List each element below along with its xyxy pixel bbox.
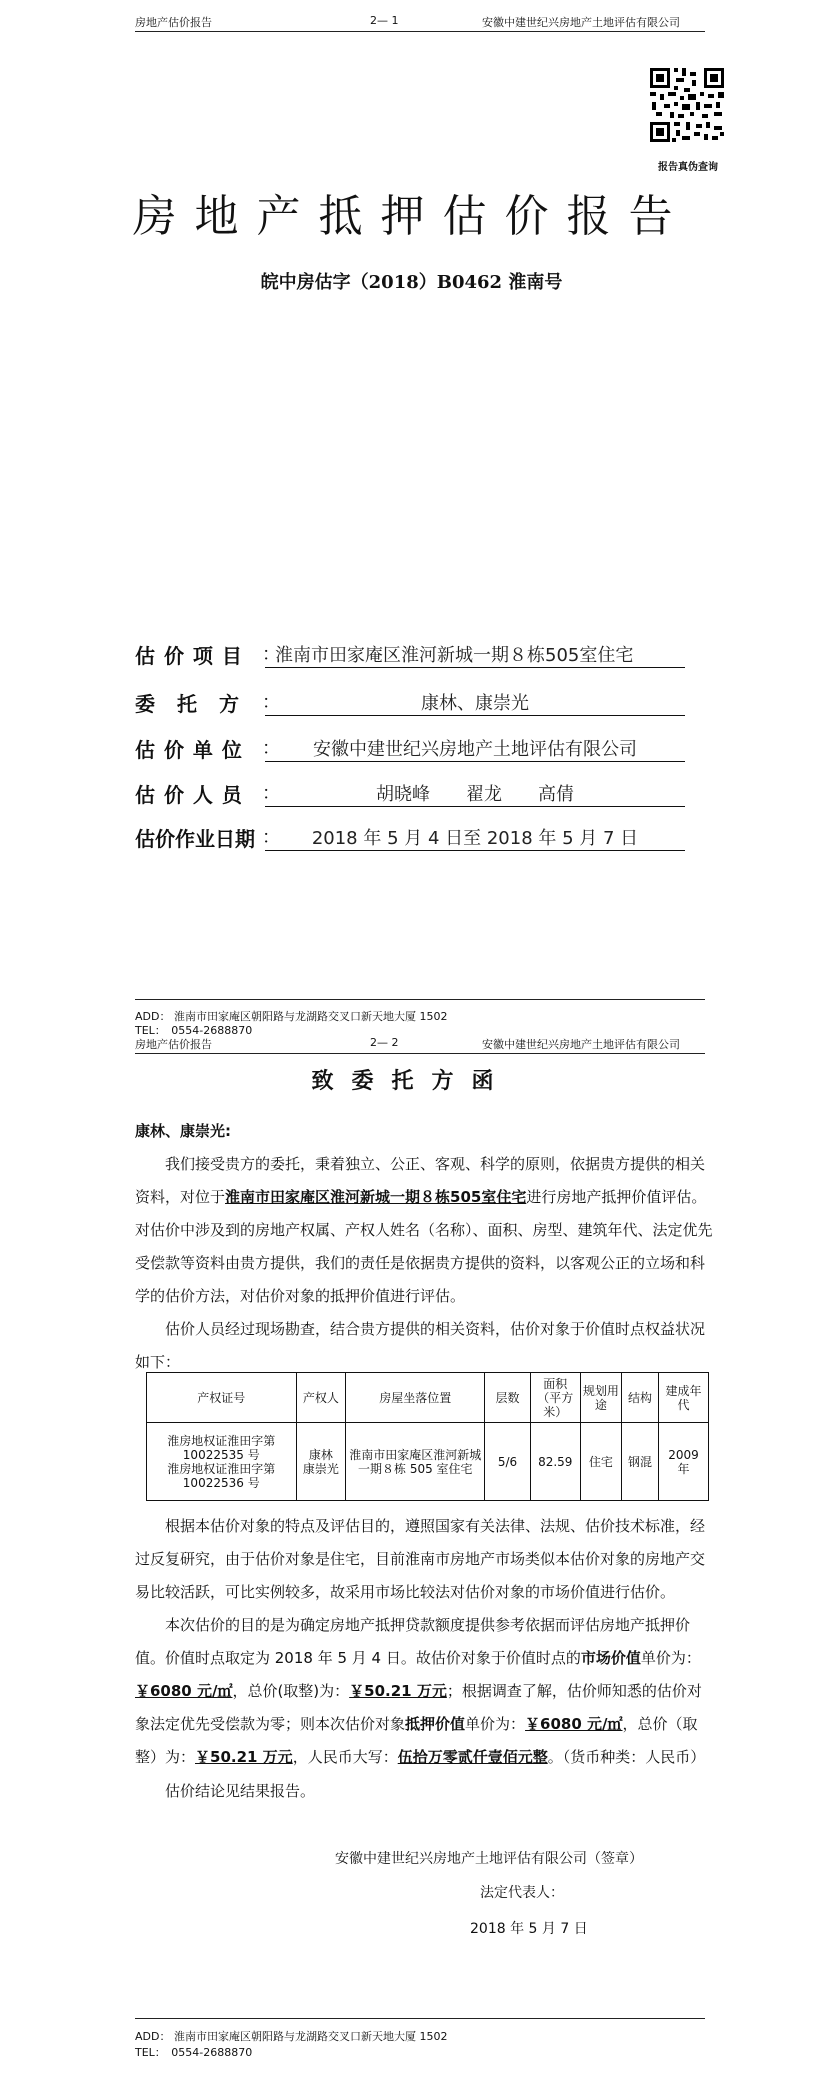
field-label-firm: 估 价 单 位 — [135, 738, 243, 762]
footer-rule — [135, 2018, 705, 2019]
page-header-right: 安徽中建世纪兴房地产土地评估有限公司 — [482, 1038, 680, 1051]
field-value-project: 淮南市田家庵区淮河新城一期８栋505室住宅 — [275, 645, 634, 666]
field-sep: ： — [262, 827, 280, 848]
field-sep: ： — [262, 692, 280, 713]
field-underline — [265, 806, 685, 807]
page-header-center: 2— 1 — [370, 14, 399, 27]
field-sep: ： — [262, 644, 280, 665]
page-header-center: 2— 2 — [370, 1036, 399, 1049]
paragraph-conclusion: 估价结论见结果报告。 — [165, 1782, 316, 1800]
field-value-firm: 安徽中建世纪兴房地产土地评估有限公司 — [313, 739, 637, 760]
cell-floor: 5/6 — [485, 1423, 531, 1501]
header-rule — [135, 1053, 705, 1054]
cell-location: 淮南市田家庵区淮河新城一期８栋 505 室住宅 — [346, 1423, 485, 1501]
salutation: 康林、康崇光: — [135, 1122, 231, 1140]
cell-structure: 钢混 — [622, 1423, 659, 1501]
cell-area: 82.59 — [530, 1423, 580, 1501]
page-header-left: 房地产估价报告 — [135, 16, 212, 29]
table-row — [147, 1423, 709, 1501]
paragraph-intro: 我们接受贵方的委托，秉着独立、公正、客观、科学的原则，依据贵方提供的相关资料，对位于淮南市田家庵区淮河新城一期８栋505室住宅进行房地产抵押价值评估。对估价中涉及到的房地产权属、产权人姓名（名称）、面积、房型、建筑年代、法定优先受偿款等资料由贵方提供，我们的责任是依据贵方提供的资料，以客观公正的立场和科学的估价方法，对估价对象的抵押价值进行评估。 — [135, 1155, 713, 1305]
field-value-appraisers: 胡晓峰 翟龙 高倩 — [376, 784, 574, 805]
paragraph-value: 本次估价的目的是为确定房地产抵押贷款额度提供参考依据而评估房地产抵押价值。价值时点取定为 2018 年 5 月 4 日。故估价对象于价值时点的市场价值单价为：￥6080 元/㎡，总价(取整)为：￥50.21 万元；根据调查了解，估价师知悉的估价对象法定优先受偿款为零；则本次估价对象抵押价值单价为：￥6080 元/㎡，总价（取整）为：￥50.21 万元，人民币大写：伍拾万零贰仟壹佰元整。（货币种类：人民币） — [135, 1616, 706, 1766]
field-sep: ： — [262, 783, 280, 804]
report-title: 房地产抵押估价报告 — [132, 191, 691, 242]
field-underline — [265, 667, 685, 668]
qr-code — [648, 66, 726, 144]
paragraph-rights: 估价人员经过现场勘查，结合贵方提供的相关资料，估价对象于价值时点权益状况如下： — [135, 1320, 706, 1371]
footer-phone: TEL： 0554-2688870 — [135, 1024, 253, 1037]
cell-year: 2009 年 — [659, 1423, 709, 1501]
cell-cert — [147, 1423, 297, 1501]
field-value-client: 康林、康崇光 — [421, 693, 529, 714]
field-underline — [265, 761, 685, 762]
cert-number: 淮房地权证淮田字第10022536 号 — [167, 1461, 276, 1490]
signature-representative: 法定代表人： — [480, 1885, 564, 1901]
signature-date: 2018 年 5 月 7 日 — [470, 1921, 588, 1937]
col-header-floor: 层数 — [485, 1373, 531, 1423]
paragraph-method: 根据本估价对象的特点及评估目的，遵照国家有关法律、法规、估价技术标准，经过反复研究，由于估价对象是住宅，目前淮南市房地产市场类似本估价对象的房地产交易比较活跃，可比实例较多，故采用市场比较法对估价对象的市场价值进行估价。 — [135, 1517, 706, 1601]
footer-phone: TEL： 0554-2688870 — [135, 2046, 253, 2059]
letter-title: 致委托方函 — [311, 1068, 512, 1094]
page-header-right: 安徽中建世纪兴房地产土地评估有限公司 — [482, 16, 680, 29]
field-label-client: 委 托 方 — [135, 692, 240, 716]
field-label-dates: 估价作业日期 — [135, 827, 255, 851]
col-header-use: 规划用途 — [580, 1373, 621, 1423]
field-underline — [265, 850, 685, 851]
signature-company: 安徽中建世纪兴房地产土地评估有限公司（签章） — [335, 1851, 643, 1867]
col-header-year: 建成年代 — [659, 1373, 709, 1423]
col-header-owner: 产权人 — [296, 1373, 346, 1423]
cell-owner: 康林 康崇光 — [296, 1423, 346, 1501]
page-header-left: 房地产估价报告 — [135, 1038, 212, 1051]
header-rule — [135, 31, 705, 32]
footer-rule — [135, 999, 705, 1000]
field-label-project: 估 价 项 目 — [135, 644, 243, 668]
document-number: 皖中房估字（2018）B0462 淮南号 — [260, 272, 563, 293]
field-underline — [265, 715, 685, 716]
footer-address: ADD： 淮南市田家庵区朝阳路与龙湖路交叉口新天地大厦 1502 — [135, 1010, 448, 1023]
field-sep: ： — [262, 738, 280, 759]
col-header-location: 房屋坐落位置 — [346, 1373, 485, 1423]
footer-address: ADD： 淮南市田家庵区朝阳路与龙湖路交叉口新天地大厦 1502 — [135, 2030, 448, 2043]
field-label-appraisers: 估 价 人 员 — [135, 783, 243, 807]
cert-number: 淮房地权证淮田字第10022535 号 — [167, 1433, 276, 1462]
property-table — [146, 1372, 709, 1501]
cell-use: 住宅 — [580, 1423, 621, 1501]
col-header-area: 面积（平方米） — [530, 1373, 580, 1423]
col-header-structure: 结构 — [622, 1373, 659, 1423]
col-header-cert: 产权证号 — [147, 1373, 297, 1423]
field-value-dates: 2018 年 5 月 4 日至 2018 年 5 月 7 日 — [311, 828, 639, 849]
qr-caption: 报告真伪查询 — [658, 162, 718, 173]
